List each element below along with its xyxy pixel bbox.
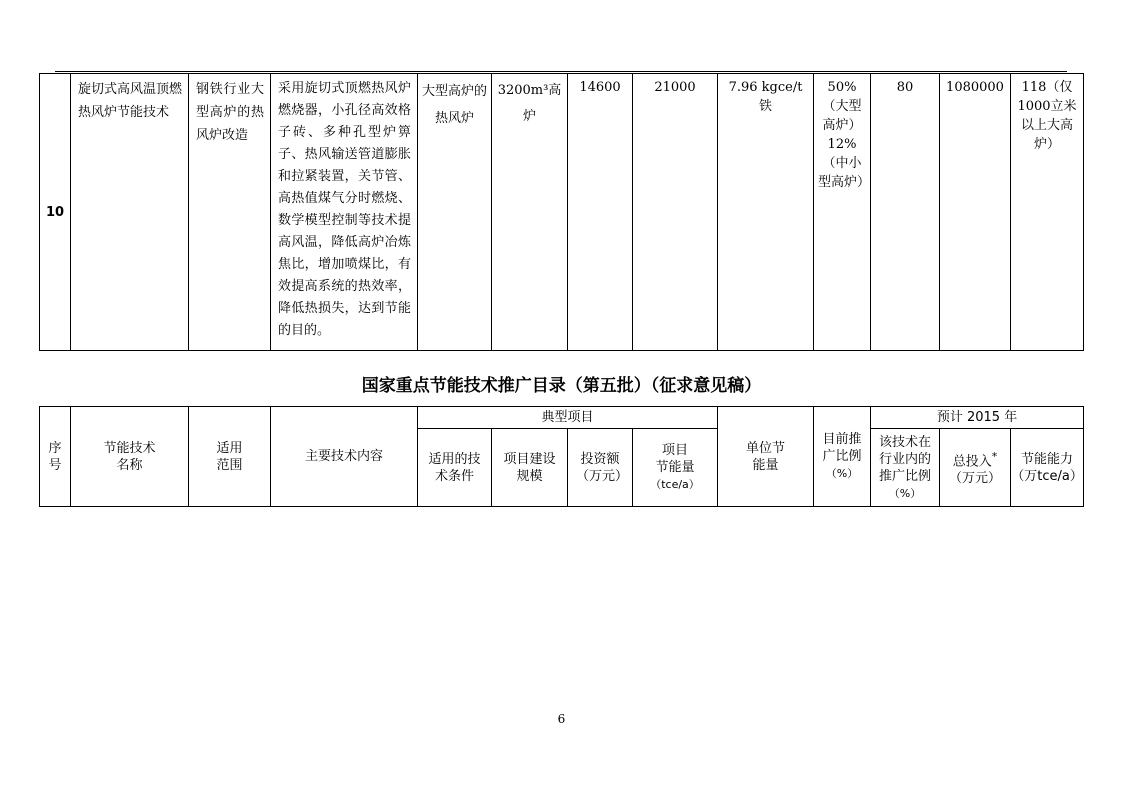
column-header-table — [39, 406, 1084, 507]
page-number: 6 — [557, 712, 566, 726]
header-row-top — [40, 407, 1084, 429]
header-current-ratio-text: 目前推广比例 — [822, 432, 862, 464]
header-investment: 投资额（万元） — [568, 429, 633, 507]
header-scale: 项目建设规模 — [492, 429, 568, 507]
technology-row-table — [39, 73, 1084, 351]
header-current-ratio-unit: （%） — [825, 467, 859, 480]
header-forecast: 预计 2015 年 — [871, 407, 1084, 429]
scope-cell: 钢铁行业大型高炉的热风炉改造 — [189, 74, 271, 351]
header-forecast-investment-mark: * — [991, 449, 998, 463]
table-row — [40, 74, 1084, 351]
header-forecast-investment — [940, 429, 1011, 507]
row-number: 10 — [40, 74, 71, 351]
investment-cell: 14600 — [568, 74, 633, 351]
top-rule — [55, 71, 1067, 72]
current-ratio-cell: 50%（大型高炉）12%（中小型高炉） — [814, 74, 871, 351]
header-project-saving-line1: 项目 — [662, 443, 689, 458]
forecast-ratio-cell: 80 — [871, 74, 940, 351]
header-forecast-capacity — [1011, 429, 1084, 507]
header-content: 主要技术内容 — [271, 407, 418, 507]
header-scope: 适用范围 — [189, 407, 271, 507]
header-project-saving-line2: 节能量 — [655, 460, 695, 475]
header-tech-name: 节能技术名称 — [71, 407, 189, 507]
header-forecast-capacity-unit: （万tce/a） — [1011, 468, 1083, 484]
project-saving-cell: 21000 — [633, 74, 718, 351]
header-project-saving — [633, 429, 718, 507]
tech-name-cell: 旋切式高风温顶燃热风炉节能技术 — [71, 74, 189, 351]
header-forecast-ratio-text: 该技术在行业内的推广比例 — [879, 434, 932, 484]
header-forecast-investment-unit: （万元） — [949, 471, 1002, 487]
header-project-saving-unit: （tce/a） — [650, 478, 700, 491]
unit-saving-cell: 7.96 kgce/t 铁 — [718, 74, 814, 351]
forecast-capacity-cell: 118（仅1000立米以上大高炉） — [1011, 74, 1084, 351]
forecast-investment-cell: 1080000 — [940, 74, 1011, 351]
header-unit-saving: 单位节能量 — [718, 407, 814, 507]
header-current-ratio — [814, 407, 871, 507]
header-conditions: 适用的技术条件 — [418, 429, 492, 507]
header-forecast-ratio-unit: （%） — [888, 486, 922, 500]
header-forecast-ratio — [871, 429, 940, 507]
header-typical-project: 典型项目 — [418, 407, 718, 429]
conditions-cell: 大型高炉的热风炉 — [418, 74, 492, 351]
scale-cell: 3200m³高炉 — [492, 74, 568, 351]
header-forecast-capacity-text: 节能能力 — [1021, 451, 1074, 467]
table-caption: 国家重点节能技术推广目录（第五批）（征求意见稿） — [361, 376, 762, 396]
content-cell: 采用旋切式顶燃热风炉燃烧器，小孔径高效格子砖、多种孔型炉箅子、热风输送管道膨胀和拉紧装置，关节管、高热值煤气分时燃烧、数学模型控制等技术提高风温，降低高炉冶炼焦比，增加喷煤比，有效提高系统的热效率，降低热损失，达到节能的目的。 — [271, 74, 418, 351]
header-seq: 序号 — [40, 407, 71, 507]
header-forecast-investment-text: 总投入 — [952, 454, 992, 470]
